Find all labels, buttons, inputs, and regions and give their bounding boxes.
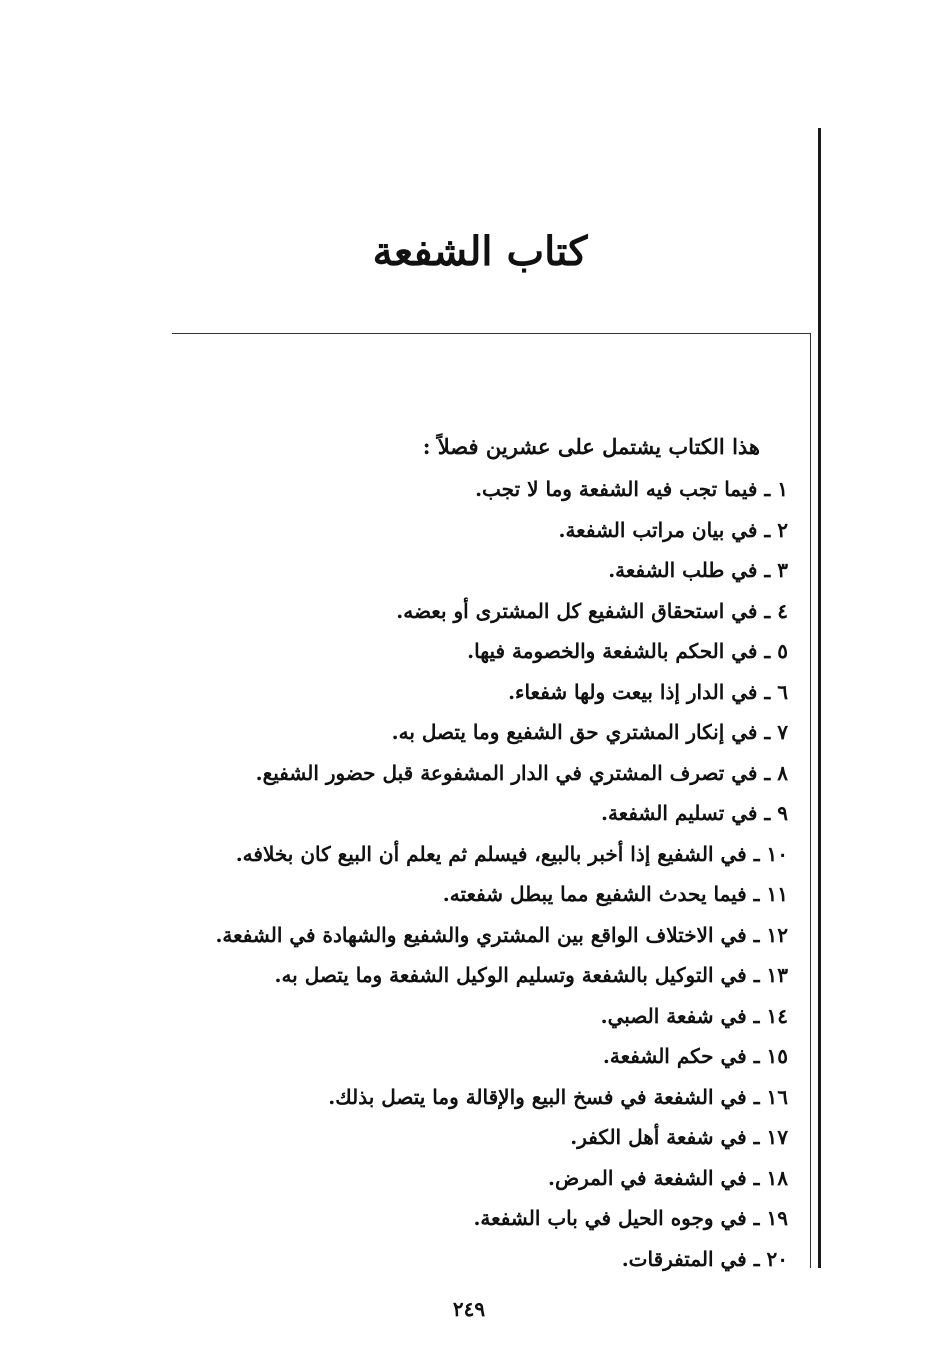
chapter-item: ٥ ـ في الحكم بالشفعة والخصومة فيها.: [467, 639, 788, 663]
title-divider: [172, 333, 811, 334]
chapter-item: ١٤ ـ في شفعة الصبي.: [600, 1003, 788, 1028]
book-title: كتاب الشفعة: [372, 228, 588, 275]
chapter-item: ٤ ـ في استحقاق الشفيع كل المشترى أو بعضه.: [396, 598, 788, 623]
section-border-vertical: [810, 333, 811, 1268]
chapter-list: [215, 469, 788, 1279]
chapter-item: ١ ـ فيما تجب فيه الشفعة وما لا تجب.: [475, 477, 788, 501]
chapter-item: ١٩ ـ في وجوه الحيل في باب الشفعة.: [473, 1206, 788, 1230]
chapter-item: ٦ ـ في الدار إذا بيعت ولها شفعاء.: [508, 679, 788, 704]
page-border-vertical: [818, 128, 821, 1268]
chapter-item: ١٢ ـ في الاختلاف الواقع بين المشتري والشفيع والشهادة في الشفعة.: [215, 922, 788, 947]
chapter-item: ١٨ ـ في الشفعة في المرض.: [548, 1165, 788, 1190]
intro-text: هذا الكتاب يشتمل على عشرين فصلاً :: [422, 434, 760, 459]
chapter-item: ١٧ ـ في شفعة أهل الكفر.: [570, 1125, 788, 1149]
chapter-item: ٩ ـ في تسليم الشفعة.: [600, 801, 788, 825]
chapter-item: ٣ ـ في طلب الشفعة.: [608, 558, 788, 582]
chapter-item: ١٥ ـ في حكم الشفعة.: [602, 1044, 788, 1068]
chapter-item: ٢ ـ في بيان مراتب الشفعة.: [558, 517, 788, 542]
page-number: ٢٤٩: [452, 1297, 486, 1321]
chapter-item: ١٦ ـ في الشفعة في فسخ البيع والإقالة وما يتصل بذلك.: [328, 1084, 788, 1109]
chapter-item: ٧ ـ في إنكار المشتري حق الشفيع وما يتصل به.: [391, 720, 788, 744]
chapter-item: ٢٠ ـ في المتفرقات.: [621, 1246, 788, 1271]
chapter-item: ١٠ ـ في الشفيع إذا أخبر بالبيع، فيسلم ثم يعلم أن البيع كان بخلافه.: [235, 841, 788, 866]
chapter-item: ١١ ـ فيما يحدث الشفيع مما يبطل شفعته.: [442, 882, 788, 906]
chapter-item: ١٣ ـ في التوكيل بالشفعة وتسليم الوكيل الشفعة وما يتصل به.: [274, 963, 788, 987]
chapter-item: ٨ ـ في تصرف المشتري في الدار المشفوعة قبل حضور الشفيع.: [255, 760, 788, 785]
